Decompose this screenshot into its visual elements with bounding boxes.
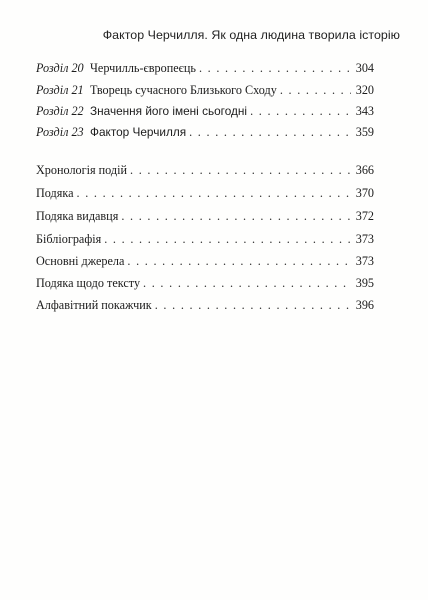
dot-leader	[121, 209, 351, 224]
dot-leader	[250, 104, 351, 119]
chapter-label: Розділ 20	[36, 61, 84, 75]
dot-leader	[280, 83, 351, 98]
entry-title: Основні джерела	[36, 254, 125, 268]
entry-title: Бібліографія	[36, 232, 102, 246]
toc-entry-chapter-22	[36, 104, 374, 120]
page-number: 370	[355, 186, 374, 200]
toc-entry-primary-sources	[36, 254, 374, 270]
entry-title: Фактор Черчилля	[90, 125, 187, 139]
page-number: 320	[355, 83, 374, 97]
toc-entry-chronology	[36, 163, 374, 179]
toc-entry-publisher-acknowledgements	[36, 209, 374, 225]
running-head: Фактор Черчилля. Як одна людина творила історію	[102, 28, 400, 42]
entry-title: Подяка	[36, 186, 74, 200]
page-number: 395	[355, 276, 374, 290]
entry-title: Подяка щодо тексту	[36, 276, 141, 290]
dot-leader	[104, 232, 351, 247]
dot-leader	[199, 61, 351, 76]
toc-entry-text-acknowledgements	[36, 276, 374, 292]
page-number: 304	[355, 61, 374, 75]
page-number: 373	[355, 232, 374, 246]
page-number: 343	[355, 104, 374, 118]
toc-entry-bibliography	[36, 232, 374, 248]
entry-title: Черчилль-європеєць	[90, 61, 196, 75]
toc-entry-chapter-21	[36, 83, 374, 99]
dot-leader	[77, 186, 352, 201]
page-number: 396	[355, 298, 374, 312]
entry-title: Творець сучасного Близького Сходу	[90, 83, 277, 97]
dot-leader	[189, 125, 351, 140]
chapter-label: Розділ 21	[36, 83, 84, 97]
page-number: 366	[355, 163, 374, 177]
page-number: 359	[355, 125, 374, 139]
chapter-label: Розділ 23	[36, 125, 84, 139]
entry-title: Хронологія подій	[36, 163, 128, 177]
toc-entry-chapter-20	[36, 61, 374, 77]
page-number: 372	[355, 209, 374, 223]
page-number: 373	[355, 254, 374, 268]
entry-title: Алфавітний покажчик	[36, 298, 152, 312]
toc-entry-index	[36, 298, 374, 314]
entry-title: Значення його імені сьогодні	[90, 104, 248, 118]
entry-title: Подяка видавця	[36, 209, 119, 223]
toc-entry-chapter-23	[36, 125, 374, 141]
dot-leader	[143, 276, 351, 291]
dot-leader	[127, 254, 351, 269]
toc-entry-acknowledgements	[36, 186, 374, 202]
dot-leader	[155, 298, 351, 313]
dot-leader	[130, 163, 351, 178]
chapter-label: Розділ 22	[36, 104, 84, 118]
